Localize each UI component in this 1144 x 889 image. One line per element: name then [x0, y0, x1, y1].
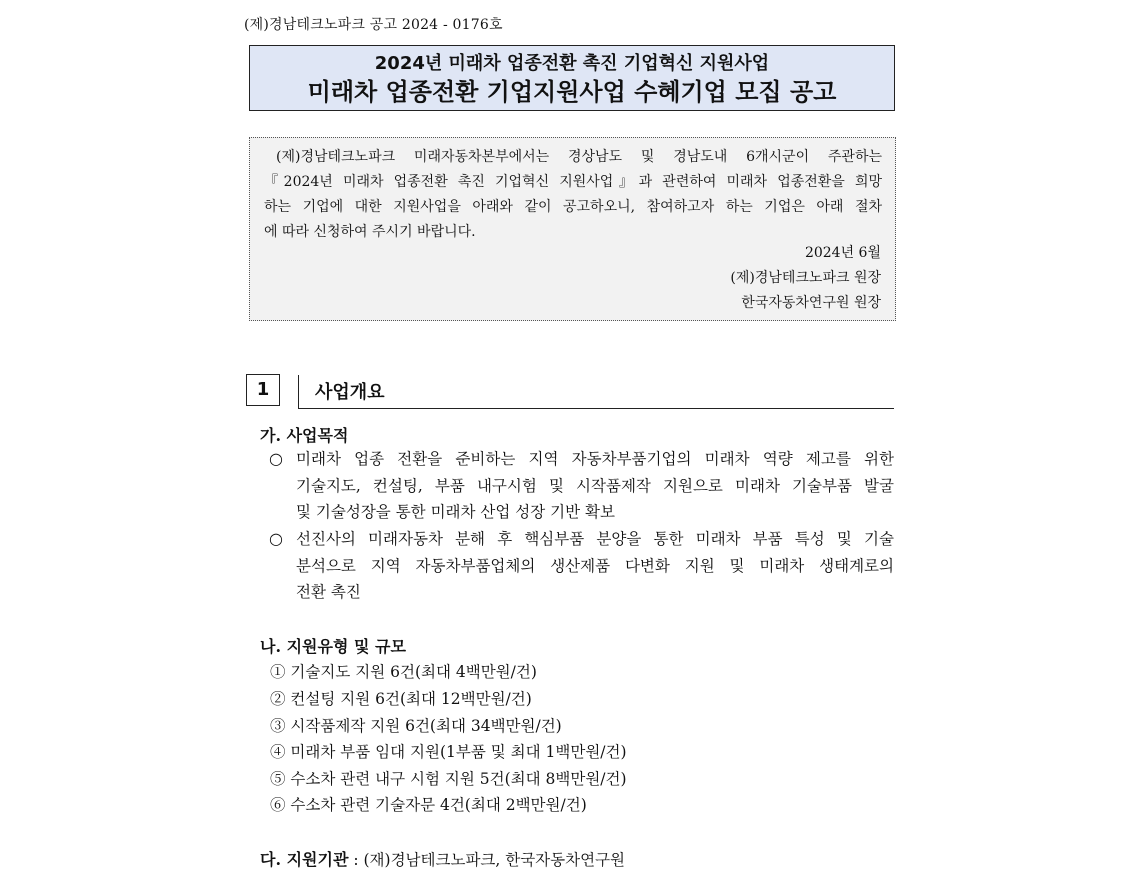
intro-paragraph — [264, 145, 882, 245]
signer-katech: 한국자동차연구원 원장 — [741, 295, 881, 311]
subheading-support-types: 나. 지원유형 및 규모 — [260, 637, 406, 656]
agency-value: : (재)경남테크노파크, 한국자동차연구원 — [353, 851, 626, 869]
intro-date: 2024년 6월 — [804, 245, 881, 261]
intro-line: (제)경남테크노파크 미래자동차본부에서는 경상남도 및 경남도내 6개시군이 주관하는 — [276, 149, 882, 165]
intro-line: 『2024년 미래차 업종전환 촉진 기업혁신 지원사업』과 관련하여 미래차 업종전환을 희망 — [264, 174, 882, 190]
bullet-line: 및 기술성장을 통한 미래차 산업 성장 기반 확보 — [296, 503, 615, 521]
subheading-agency: 다. 지원기관 — [260, 850, 349, 869]
section-title: 사업개요 — [315, 382, 385, 403]
circle-bullet-icon: ○ — [269, 529, 283, 548]
bullet-line: 기술지도, 컨설팅, 부품 내구시험 및 시작품제작 지원으로 미래차 기술부품 발굴 — [296, 476, 894, 495]
title-line-1: 2024년 미래차 업종전환 촉진 기업혁신 지원사업 — [374, 53, 770, 74]
bullet-line: 분석으로 지역 자동차부품업체의 생산제품 다변화 지원 및 미래차 생태계로의 — [296, 556, 894, 575]
support-item: ⑥ 수소차 관련 기술자문 4건(최대 2백만원/건) — [270, 796, 587, 814]
section-divider — [298, 375, 299, 409]
title-line-2: 미래차 업종전환 기업지원사업 수혜기업 모집 공고 — [307, 78, 837, 106]
circle-bullet-icon: ○ — [269, 449, 283, 468]
bullet-line: 미래차 업종 전환을 준비하는 지역 자동차부품기업의 미래차 역량 제고를 위한 — [296, 450, 894, 468]
bullet-line: 선진사의 미래자동차 분해 후 핵심부품 분양을 통한 미래차 부품 특성 및 기술 — [296, 530, 894, 548]
subheading-purpose: 가. 사업목적 — [260, 426, 349, 445]
intro-box — [249, 137, 896, 321]
support-agency-row — [260, 847, 625, 870]
support-item: ② 컨설팅 지원 6건(최대 12백만원/건) — [270, 690, 532, 708]
purpose-bullet-2 — [296, 526, 894, 606]
section-number: 1 — [246, 374, 280, 406]
section-underline — [298, 408, 894, 409]
intro-line: 하는 기업에 대한 지원사업을 아래와 같이 공고하오니, 참여하고자 하는 기업은 아래 절차 — [264, 199, 882, 215]
support-item: ① 기술지도 지원 6건(최대 4백만원/건) — [270, 663, 537, 681]
support-item: ③ 시작품제작 지원 6건(최대 34백만원/건) — [270, 717, 562, 735]
bullet-line: 전환 촉진 — [296, 583, 361, 601]
support-item: ⑤ 수소차 관련 내구 시험 지원 5건(최대 8백만원/건) — [270, 770, 627, 788]
purpose-bullet-1 — [296, 446, 894, 526]
signer-gntp: (제)경남테크노파크 원장 — [730, 270, 881, 286]
support-item: ④ 미래차 부품 임대 지원(1부품 및 최대 1백만원/건) — [270, 743, 627, 761]
notice-number: (제)경남테크노파크 공고 2024 - 0176호 — [244, 17, 503, 33]
title-box — [249, 45, 895, 111]
intro-line: 에 따라 신청하여 주시기 바랍니다. — [264, 224, 476, 240]
